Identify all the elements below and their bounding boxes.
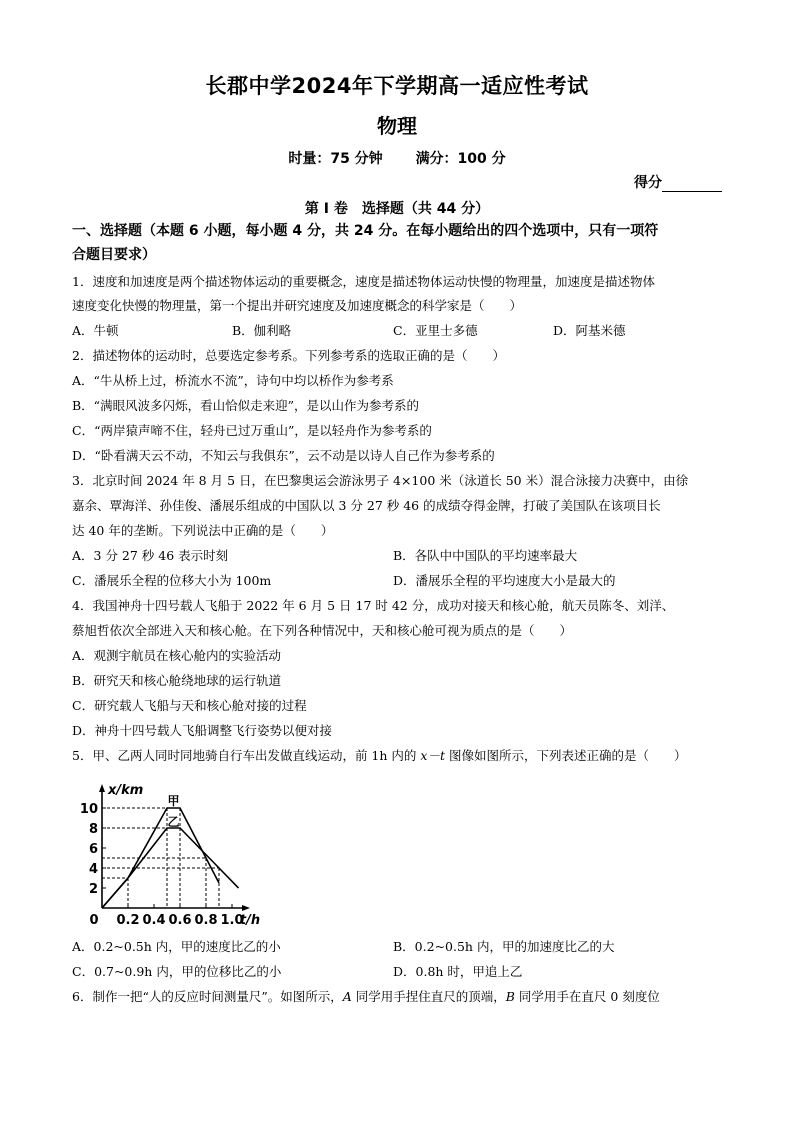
- q3-option-c: C．潘展乐全程的位移大小为 100m: [72, 573, 272, 588]
- q6-var-b: B: [505, 989, 515, 1004]
- x-tick-label: 0.6: [168, 913, 192, 928]
- y-tick-label: 8: [88, 822, 98, 837]
- q1-stem-line2: 速度变化快慢的物理量，第一个提出并研究速度及加速度概念的科学家是（ ）: [72, 298, 523, 313]
- x-tick-label: 0: [89, 913, 99, 928]
- x-axis-label: t/h: [239, 913, 261, 928]
- q6-stem-part1: 6．制作一把“人的反应时间测量尺”。如图所示，: [72, 989, 343, 1004]
- q4-option-c: C．研究载人飞船与天和核心舱对接的过程: [72, 698, 307, 713]
- q4-stem-line2: 蔡旭哲依次全部进入天和核心舱。在下列各种情况中，天和核心舱可视为质点的是（ ）: [72, 623, 573, 638]
- q4-option-b: B．研究天和核心舱绕地球的运行轨道: [72, 673, 282, 688]
- x-tick-label: 0.2: [116, 913, 140, 928]
- q3-stem-line1: 3．北京时间 2024 年 8 月 5 日，在巴黎奥运会游泳男子 4×100 米（泳道长 50 米）混合泳接力决赛中，由徐: [72, 473, 689, 488]
- q1-option-a: A．牛顿: [72, 323, 119, 338]
- y-tick-label: 2: [88, 882, 98, 897]
- y-axis-label: x/km: [108, 783, 144, 798]
- section-heading-line1: 一、选择题（本题 6 小题，每小题 4 分，共 24 分。在每小题给出的四个选项中，只有一项符: [72, 223, 659, 239]
- score-blank: [662, 177, 722, 192]
- q2-option-d: D．“卧看满天云不动，不知云与我俱东”，云不动是以诗人自己作为参考系的: [72, 448, 495, 463]
- subject-title: 物理: [377, 114, 417, 138]
- part-title: 第 I 卷 选择题（共 44 分）: [304, 201, 490, 217]
- xt-graph: [80, 768, 280, 928]
- x-tick-label: 0.4: [142, 913, 166, 928]
- q5-stem-part2: 图像如图所示，下列表述正确的是（ ）: [444, 748, 687, 763]
- q6-stem-part3: 同学用手在直尺 0 刻度位: [514, 989, 660, 1004]
- score-field: [634, 172, 722, 192]
- q2-option-c: C．“两岸猿声啼不住，轻舟已过万重山”，是以轻舟作为参考系的: [72, 423, 432, 438]
- q1-option-c: C．亚里士多德: [393, 323, 478, 338]
- x-tick-label: 0.8: [194, 913, 218, 928]
- q4-option-a: A．观测宇航员在核心舱内的实验活动: [72, 648, 282, 663]
- x-tick-label: 1.0: [220, 913, 244, 928]
- q3-stem-line2: 嘉余、覃海洋、孙佳俊、潘展乐组成的中国队以 3 分 27 秒 46 的成绩夺得金牌，打破了美国队在该项目长: [72, 498, 661, 513]
- score-label: 得分: [634, 175, 662, 191]
- exam-time: 时量：75 分钟: [288, 151, 383, 167]
- q3-option-b: B．各队中中国队的平均速率最大: [393, 548, 578, 563]
- section-heading-line2: 合题目要求）: [72, 247, 156, 263]
- q2-stem: 2．描述物体的运动时，总要选定参考系。下列参考系的选取正确的是（ ）: [72, 348, 505, 363]
- q6-var-a: A: [342, 989, 352, 1004]
- q6-stem: [72, 988, 732, 1006]
- q5-stem: [72, 747, 732, 765]
- q1-option-b: B．伽利略: [232, 323, 292, 338]
- q5-option-d: D．0.8h 时，甲追上乙: [393, 964, 523, 979]
- series-label-2: 乙: [167, 815, 180, 829]
- exam-full-score: 满分：100 分: [415, 151, 506, 167]
- q3-option-a: A．3 分 27 秒 46 表示时刻: [72, 548, 229, 563]
- q5-option-a: A．0.2~0.5h 内，甲的速度比乙的小: [72, 939, 281, 954]
- series-label-1: 甲: [167, 794, 180, 808]
- q1-stem-line1: 1．速度和加速度是两个描述物体运动的重要概念，速度是描述物体运动快慢的物理量，加速度是描述物体: [72, 274, 655, 289]
- exam-meta: [0, 148, 794, 168]
- y-tick-label: 6: [88, 842, 98, 857]
- q2-option-b: B．“满眼风波多闪烁，看山恰似走来迎”，是以山作为参考系的: [72, 398, 419, 413]
- q5-stem-part1: 5．甲、乙两人同时同地骑自行车出发做直线运动，前 1h 内的: [72, 748, 421, 763]
- y-axis-arrow: [99, 784, 105, 792]
- q3-stem-line3: 达 40 年的垄断。下列说法中正确的是（ ）: [72, 523, 334, 538]
- chart-guides: [102, 808, 219, 908]
- q5-stem-variable: x－t: [420, 748, 445, 763]
- q1-option-d: D．阿基米德: [553, 323, 626, 338]
- y-tick-label: 10: [80, 802, 98, 817]
- x-axis-arrow: [242, 905, 250, 911]
- q6-stem-part2: 同学用手捏住直尺的顶端，: [351, 989, 506, 1004]
- q2-option-a: A．“牛从桥上过，桥流水不流”，诗句中均以桥作为参考系: [72, 373, 394, 388]
- q5-option-b: B．0.2~0.5h 内，甲的加速度比乙的大: [393, 939, 615, 954]
- y-tick-label: 4: [88, 862, 98, 877]
- q4-option-d: D．神舟十四号载人飞船调整飞行姿势以便对接: [72, 723, 333, 738]
- exam-title: 长郡中学2024年下学期高一适应性考试: [205, 74, 589, 98]
- q4-stem-line1: 4．我国神舟十四号载人飞船于 2022 年 6 月 5 日 17 时 42 分，成功对接天和核心舱，航天员陈冬、刘洋、: [72, 598, 675, 613]
- q3-option-d: D．潘展乐全程的平均速度大小是最大的: [393, 573, 616, 588]
- chart-labels: [80, 783, 260, 928]
- q5-option-c: C．0.7~0.9h 内，甲的位移比乙的小: [72, 964, 282, 979]
